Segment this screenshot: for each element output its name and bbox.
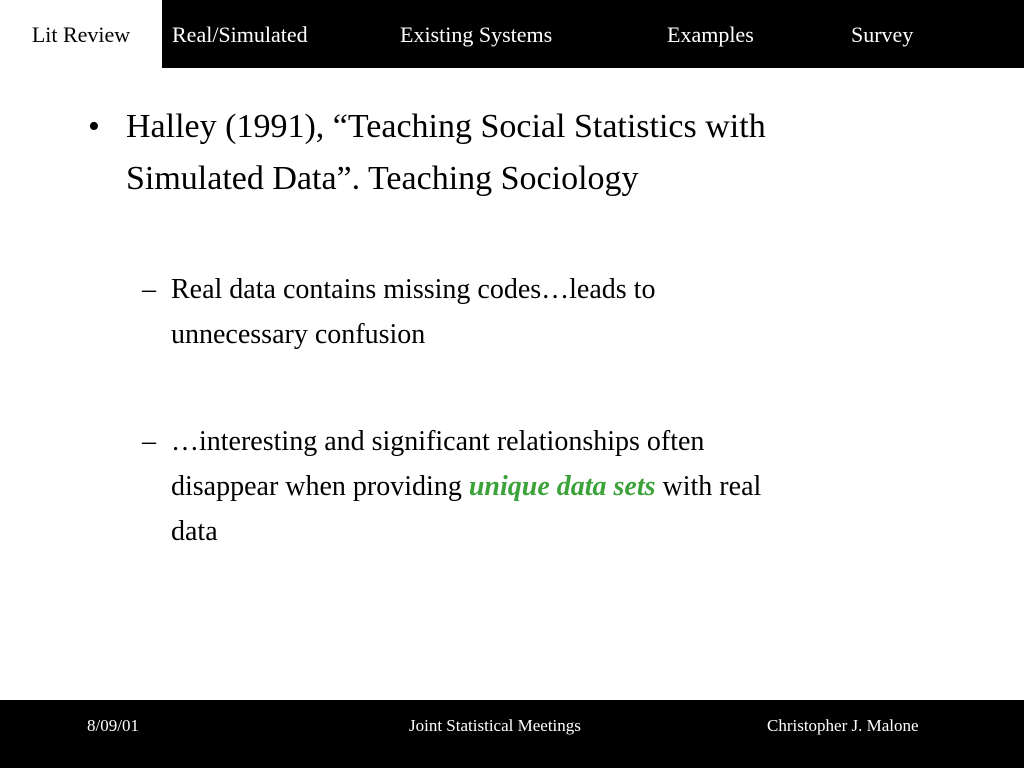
footer-author: Christopher J. Malone — [767, 716, 919, 735]
tab-existing-systems[interactable]: Existing Systems — [400, 22, 553, 47]
sub-bullet-text — [171, 419, 761, 554]
sub-bullet-line-3: data — [171, 516, 218, 547]
sub-bullet-marker: – — [142, 426, 156, 457]
sub-bullet-line-2: unnecessary confusion — [171, 319, 426, 350]
sub-bullet-line-1: Real data contains missing codes…leads to — [171, 274, 656, 305]
bullet-marker: • — [88, 108, 100, 145]
footer-event: Joint Statistical Meetings — [409, 716, 581, 735]
slide-footer — [0, 700, 1024, 768]
sub-bullet-line-1: …interesting and significant relationships often — [171, 426, 705, 457]
slide-nav-bar — [0, 0, 1024, 68]
sub-bullet-line-2-post: with real — [655, 471, 762, 502]
tab-survey[interactable]: Survey — [851, 22, 914, 47]
bullet-text — [126, 101, 766, 205]
tab-real-simulated[interactable]: Real/Simulated — [172, 22, 308, 47]
tab-lit-review[interactable]: Lit Review — [0, 0, 162, 68]
footer-date: 8/09/01 — [87, 716, 139, 735]
emphasis-text: unique data sets — [468, 471, 656, 502]
bullet-line-1: Halley (1991), “Teaching Social Statistics with — [126, 108, 766, 145]
sub-bullet-line-2-pre: disappear when providing — [171, 471, 469, 502]
sub-bullet-text — [171, 267, 655, 357]
sub-bullet-marker: – — [142, 274, 156, 305]
bullet-line-2: Simulated Data”. Teaching Sociology — [126, 160, 639, 197]
sub-bullet-line-2 — [171, 464, 761, 509]
tab-examples[interactable]: Examples — [667, 22, 754, 47]
